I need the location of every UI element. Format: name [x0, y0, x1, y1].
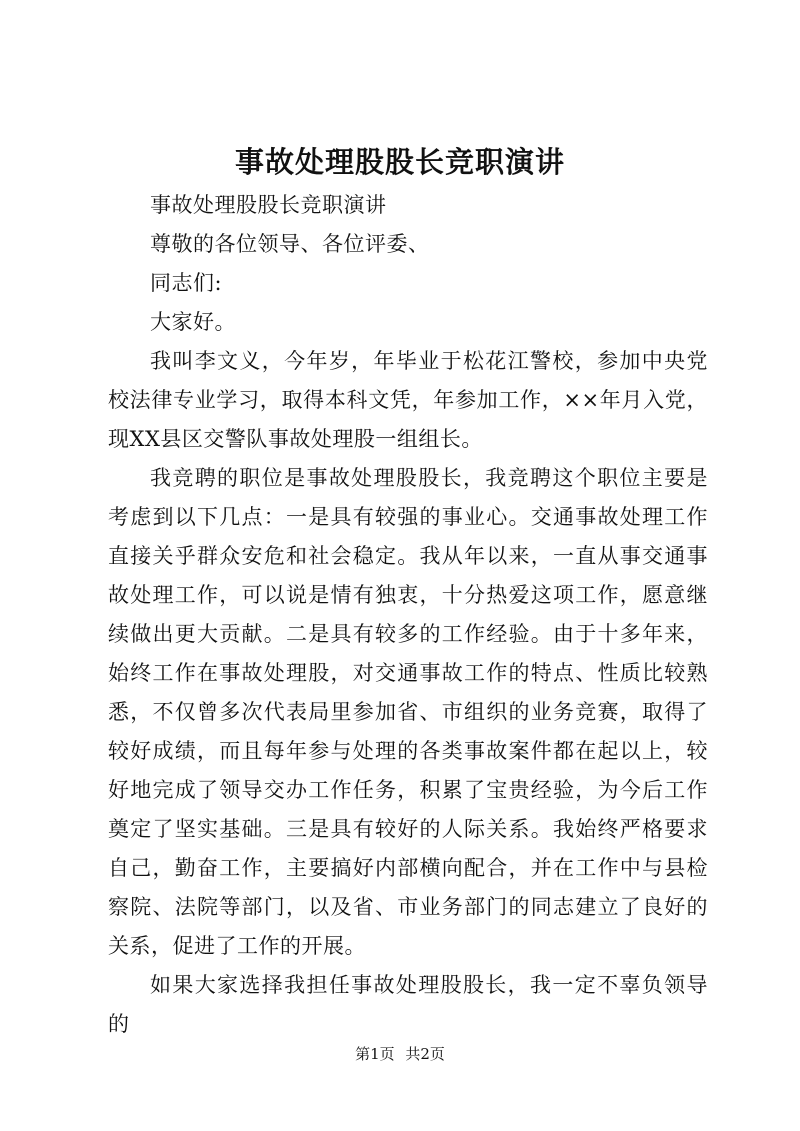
paragraph-salutation: 尊敬的各位领导、各位评委、: [150, 232, 430, 256]
paragraph-introduction: 我叫李文义，今年岁，年毕业于松花江警校，参加中央党校法律专业学习，取得本科文凭，年参加工作，××年月入党，现XX县区交警队事故处理股一组组长。: [108, 349, 708, 451]
page-number: 第1页: [355, 1045, 395, 1063]
paragraph-reasons: 我竞聘的职位是事故处理股股长，我竞聘这个职位主要是考虑到以下几点：一是具有较强的事业心。交通事故处理工作直接关乎群众安危和社会稳定。我从年以来，一直从事交通事故处理工作，可以说是情有独衷，十分热爱这项工作，愿意继续做出更大贡献。二是具有较多的工作经验。由于十多年来，始终工作在事故处理股，对交通事故工作的特点、性质比较熟悉，不仅曾多次代表局里参加省、市组织的业务竞赛，取得了较好成绩，而且每年参与处理的各类事故案件都在起以上，较好地完成了领导交办工作任务，积累了宝贵经验，为今后工作奠定了坚实基础。三是具有较好的人际关系。我始终严格要求自己，勤奋工作，主要搞好内部横向配合，并在工作中与县检察院、法院等部门，以及省、市业务部门的同志建立了良好的关系，促进了工作的开展。: [108, 466, 708, 958]
paragraph-salutation-comrades: 同志们:: [150, 271, 223, 295]
page-footer: [0, 1044, 800, 1064]
paragraph-greeting: 大家好。: [150, 310, 236, 334]
document-body: [108, 186, 708, 1044]
paragraph-commitment: 如果大家选择我担任事故处理股股长，我一定不辜负领导的: [108, 973, 708, 1036]
paragraph-subtitle: 事故处理股股长竞职演讲: [150, 193, 387, 217]
document-title: 事故处理股股长竞职演讲: [234, 145, 565, 179]
page-total: 共2页: [405, 1045, 445, 1063]
